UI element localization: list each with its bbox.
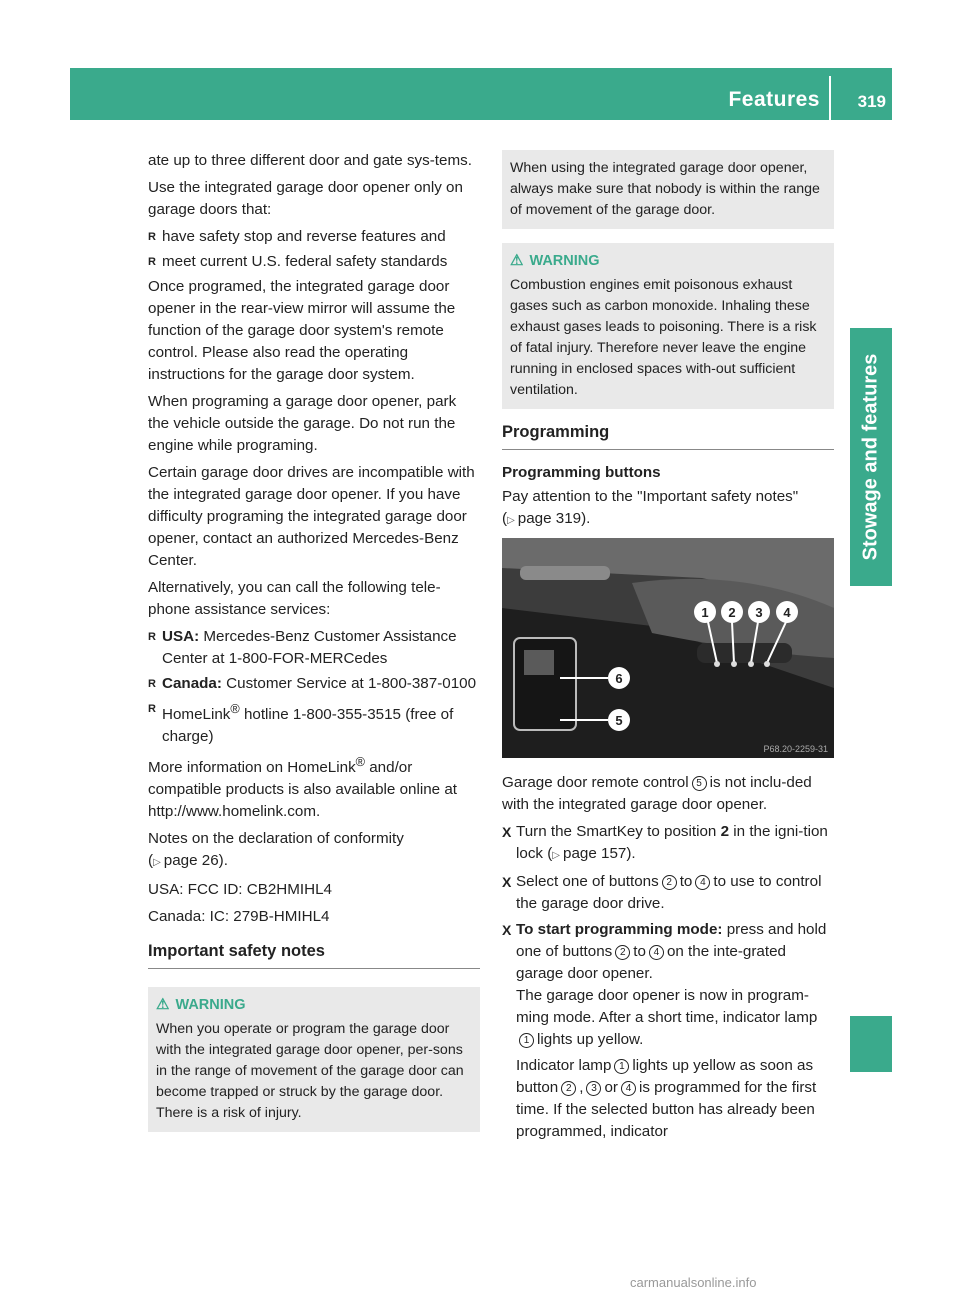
warning-heading	[510, 251, 826, 271]
warning-box	[148, 987, 480, 1132]
text: Select one of buttons	[516, 873, 659, 890]
page-ref-icon: ▷	[507, 515, 515, 526]
paragraph: Once programed, the integrated garage door opener in the rear-view mirror will assume the function of the garage door system's remote control. Please also read the operating instructions for the garage door system.	[148, 278, 456, 383]
paragraph	[148, 751, 480, 823]
step-continuation: Indicator lamp 1 lights up yellow as soon as button 2 , 3 or 4 is programmed for the first time. If the selected button has already been programmed, indicator	[516, 1057, 817, 1140]
step-marker-icon: X	[502, 922, 512, 938]
callout-3: 3	[755, 605, 763, 620]
section-title: Features	[728, 88, 820, 111]
subsection-heading: Programming buttons	[502, 464, 661, 481]
paragraph: Canada: IC: 279B-HMIHL4	[148, 908, 330, 926]
instruction-step	[502, 871, 834, 915]
section-heading: Important safety notes	[148, 942, 480, 969]
callout-ref: 4	[621, 1081, 636, 1096]
step-marker-icon: X	[502, 824, 512, 840]
registered-mark: ®	[355, 755, 365, 770]
step-marker-icon: X	[502, 874, 512, 890]
text: The garage door opener is now in program-ming mode. After a short time, indicator lamp	[516, 987, 818, 1026]
page-ref-icon: ▷	[552, 850, 560, 861]
text: press and hold one of buttons	[516, 921, 827, 960]
paragraph: When programing a garage door opener, park the vehicle outside the garage. Do not run the engine while programing.	[148, 393, 457, 454]
callout-ref: 2	[662, 875, 677, 890]
paragraph: Use the integrated garage door opener only on garage doors that:	[148, 179, 463, 218]
page-reference: page 319).	[517, 510, 591, 527]
text: lights up yellow as soon as button	[516, 1057, 814, 1096]
text: (	[502, 510, 508, 527]
bullet-text: Customer Service at 1-800-387-0100	[226, 675, 477, 692]
chapter-tab	[850, 328, 892, 586]
warning-text: Combustion engines emit poisonous exhaust gases such as carbon monoxide. Inhaling these exhaust gases leads to poisoning. There is a risk of fatal injury. Therefore never leave the engine running in enclosed spaces with-out sufficient ventilation.	[510, 277, 817, 398]
text: lights up yellow.	[537, 1031, 644, 1048]
text: More information on HomeLink	[148, 759, 356, 777]
callout-5: 5	[615, 713, 623, 728]
warning-box	[502, 243, 834, 409]
callout-ref: 4	[649, 945, 664, 960]
text: or	[604, 1079, 618, 1096]
instruction-step	[502, 919, 834, 1051]
step-title: To start programming mode:	[516, 921, 723, 938]
warning-text: When you operate or program the garage door with the integrated garage door opener, per-sons in the range of movement of the garage door can become trapped or struck by the garage door. There is a risk of injury.	[156, 1021, 464, 1122]
rear-view-mirror-illustration	[502, 538, 834, 758]
warning-icon: ⚠	[156, 996, 170, 1014]
callout-1: 1	[701, 605, 709, 620]
callout-ref: 4	[695, 875, 710, 890]
bullet-label: USA:	[162, 628, 200, 645]
text: Turn the SmartKey to position	[516, 823, 717, 840]
text: (	[148, 852, 154, 870]
text: and/or compatible products is also available online at http://www.homelink.com.	[148, 759, 457, 821]
warning-heading	[156, 995, 472, 1015]
text: to use to control the garage door drive.	[516, 873, 822, 912]
paragraph	[502, 486, 834, 532]
figure-graphic	[502, 538, 834, 758]
callout-ref: 1	[614, 1059, 629, 1074]
text: Indicator lamp	[516, 1057, 612, 1074]
page-reference: page 26).	[163, 852, 228, 870]
page-number: 319	[857, 92, 886, 111]
text: Notes on the declaration of conformity	[148, 830, 404, 848]
header-divider	[829, 76, 831, 120]
paragraph: Certain garage door drives are incompatible with the integrated garage door opener. If you have difficulty programing the integrated garage door opener, contact an authorized Mercedes-Benz Center.	[148, 464, 475, 569]
bullet-item-usa	[148, 626, 480, 670]
paragraph: Alternatively, you can call the following tele-phone assistance services:	[148, 579, 441, 618]
page-reference: page 157).	[563, 845, 636, 862]
text: is programmed for the first time. If the selected button has already been programmed, indicator	[516, 1079, 817, 1140]
bullet-text: Mercedes-Benz Customer Assistance Center at 1-800-FOR-MERCedes	[162, 628, 457, 667]
paragraph	[502, 772, 834, 816]
callout-ref: 2	[561, 1081, 576, 1096]
chapter-tab-label: Stowage and features	[859, 353, 882, 561]
registered-mark: ®	[230, 702, 240, 716]
warning-icon: ⚠	[510, 252, 524, 269]
left-column	[148, 150, 480, 1144]
figure-code: P68.20-2259-31	[763, 744, 828, 754]
paragraph: ate up to three different door and gate sys-tems.	[148, 152, 472, 169]
note-text: When using the integrated garage door opener, always make sure that nobody is within the range of movement of the garage door.	[510, 160, 820, 218]
chapter-marker	[850, 1016, 892, 1072]
warning-label: WARNING	[175, 997, 246, 1014]
text: Pay attention to the "Important safety notes"	[502, 488, 799, 505]
text: on the inte-grated garage door opener.	[516, 943, 786, 982]
bullet-label: Canada:	[162, 675, 222, 692]
position-value: 2	[720, 823, 730, 840]
watermark: carmanualsonline.info	[630, 1275, 757, 1290]
paragraph: USA: FCC ID: CB2HMIHL4	[148, 881, 332, 899]
callout-6: 6	[615, 671, 623, 686]
callout-2: 2	[728, 605, 736, 620]
text: in the igni-tion lock (	[516, 823, 828, 862]
bullet-item: R meet current U.S. federal safety standards	[148, 251, 480, 273]
callout-ref: 5	[692, 776, 707, 791]
right-column	[502, 150, 834, 1147]
callout-ref: 2	[615, 945, 630, 960]
text: to	[679, 873, 693, 890]
text: is not inclu-ded with the integrated garage door opener.	[502, 774, 812, 813]
note-box	[502, 150, 834, 229]
text: to	[633, 943, 646, 960]
page-header	[70, 68, 892, 120]
instruction-step	[502, 821, 834, 867]
bullet-item: R have safety stop and reverse features and	[148, 226, 480, 248]
bullet-text: HomeLink	[162, 706, 231, 724]
page-ref-icon: ▷	[153, 857, 161, 869]
paragraph	[148, 828, 480, 874]
text: Garage door remote control	[502, 774, 689, 791]
callout-ref: 3	[586, 1081, 601, 1096]
bullet-item-canada	[148, 673, 480, 695]
section-heading: Programming	[502, 423, 834, 450]
callout-4: 4	[783, 605, 791, 620]
callout-ref: 1	[519, 1033, 534, 1048]
bullet-text: hotline 1-800-355-3515 (free of charge)	[162, 706, 454, 746]
warning-label: WARNING	[529, 253, 600, 269]
bullet-item-homelink	[148, 698, 480, 748]
